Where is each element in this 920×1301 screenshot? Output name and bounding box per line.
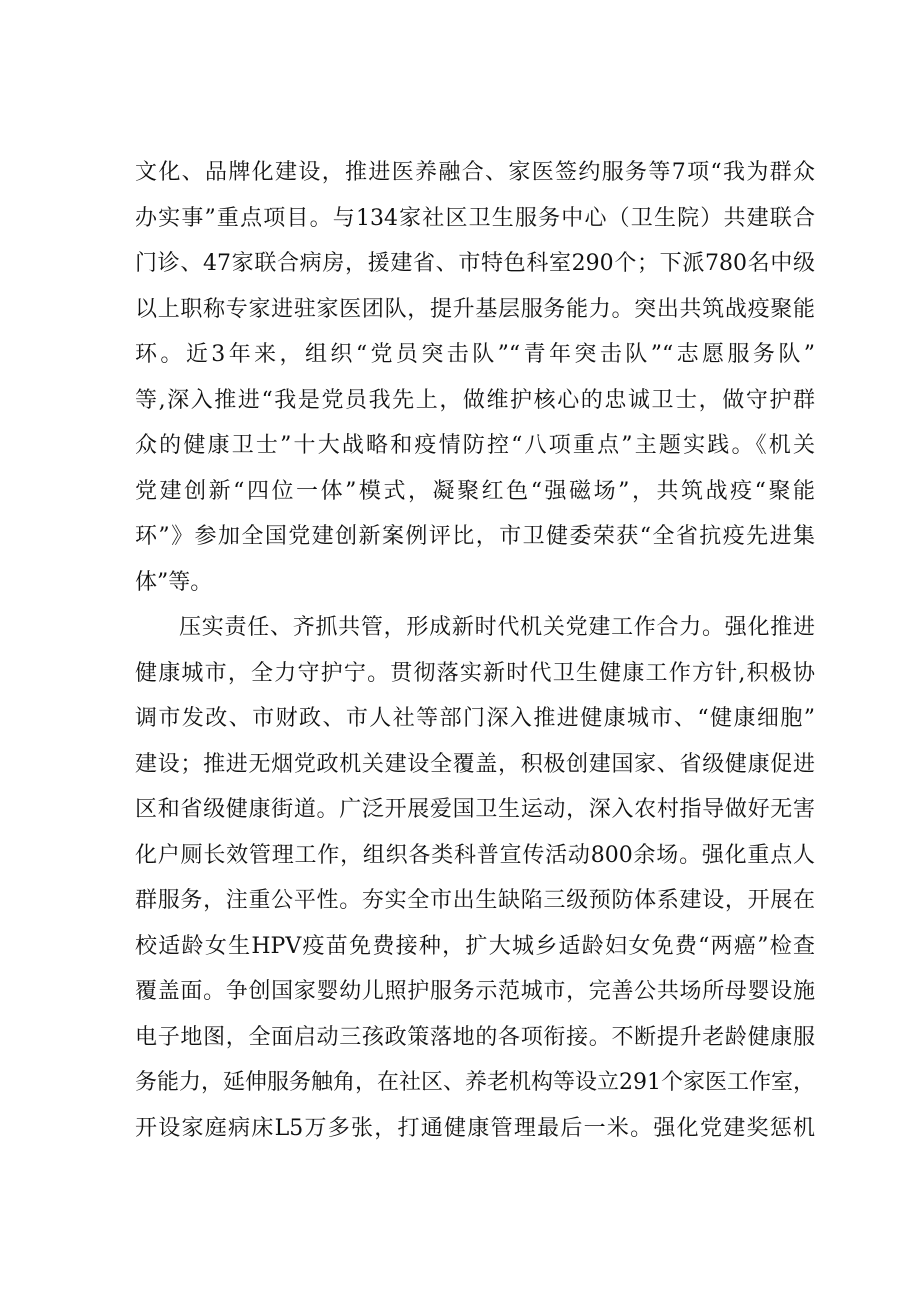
text-line: 办实事”重点项目。与134家社区卫生服务中心（卫生院）共建联合 xyxy=(135,205,815,231)
paragraph-1 xyxy=(135,150,815,605)
text-line: 务能力，延伸服务触角，在社区、养老机构等设立291个家医工作室， xyxy=(135,1070,815,1095)
body-text xyxy=(135,150,815,1151)
text-line: 覆盖面。争创国家婴幼儿照护服务示范城市，完善公共场所母婴设施 xyxy=(135,979,815,1004)
text-line: 门诊、47家联合病房，援建省、市特色科室290个；下派780名中级 xyxy=(135,251,815,276)
text-line: 化户厕长效管理工作，组织各类科普宣传活动800余场。强化重点人 xyxy=(135,842,815,868)
text-line: 校适龄女生HPV疫苗免费接种，扩大城乡适龄妇女免费“两癌”检查 xyxy=(135,933,815,959)
paragraph-2 xyxy=(135,605,815,1151)
text-line: 众的健康卫士”十大战略和疫情防控“八项重点”主题实践。《机关 xyxy=(135,433,815,458)
text-line: 环。近3年来，组织“党员突击队”“青年突击队”“志愿服务队” xyxy=(135,342,815,367)
text-line: 文化、品牌化建设，推进医养融合、家医签约服务等7项“我为群众 xyxy=(135,160,815,185)
text-line: 建设；推进无烟党政机关建设全覆盖，积极创建国家、省级健康促进 xyxy=(135,751,815,777)
text-line: 开设家庭病床L5万多张，打通健康管理最后一米。强化党建奖惩机 xyxy=(135,1115,815,1141)
text-line: 区和省级健康街道。广泛开展爱国卫生运动，深入农村指导做好无害 xyxy=(135,797,815,822)
text-line: 电子地图，全面启动三孩政策落地的各项衔接。不断提升老龄健康服 xyxy=(135,1024,815,1050)
text-line: 群服务，注重公平性。夯实全市出生缺陷三级预防体系建设，开展在 xyxy=(135,888,815,913)
text-line: 环”》参加全国党建创新案例评比，市卫健委荣获“全省抗疫先进集 xyxy=(135,524,815,549)
text-line: 等,深入推进“我是党员我先上，做维护核心的忠诚卫士，做守护群 xyxy=(135,387,815,413)
text-line: 党建创新“四位一体”模式，凝聚红色“强磁场”，共筑战疫“聚能 xyxy=(135,478,815,504)
text-line: 体”等。 xyxy=(135,569,213,595)
text-line: 调市发改、市财政、市人社等部门深入推进健康城市、“健康细胞” xyxy=(135,706,815,731)
text-line: 以上职称专家进驻家医团队，提升基层服务能力。突出共筑战疫聚能 xyxy=(135,296,815,322)
text-line: 健康城市，全力守护宁。贯彻落实新时代卫生健康工作方针,积极协 xyxy=(135,660,815,686)
text-line: 压实责任、齐抓共管，形成新时代机关党建工作合力。强化推进 xyxy=(179,615,815,640)
